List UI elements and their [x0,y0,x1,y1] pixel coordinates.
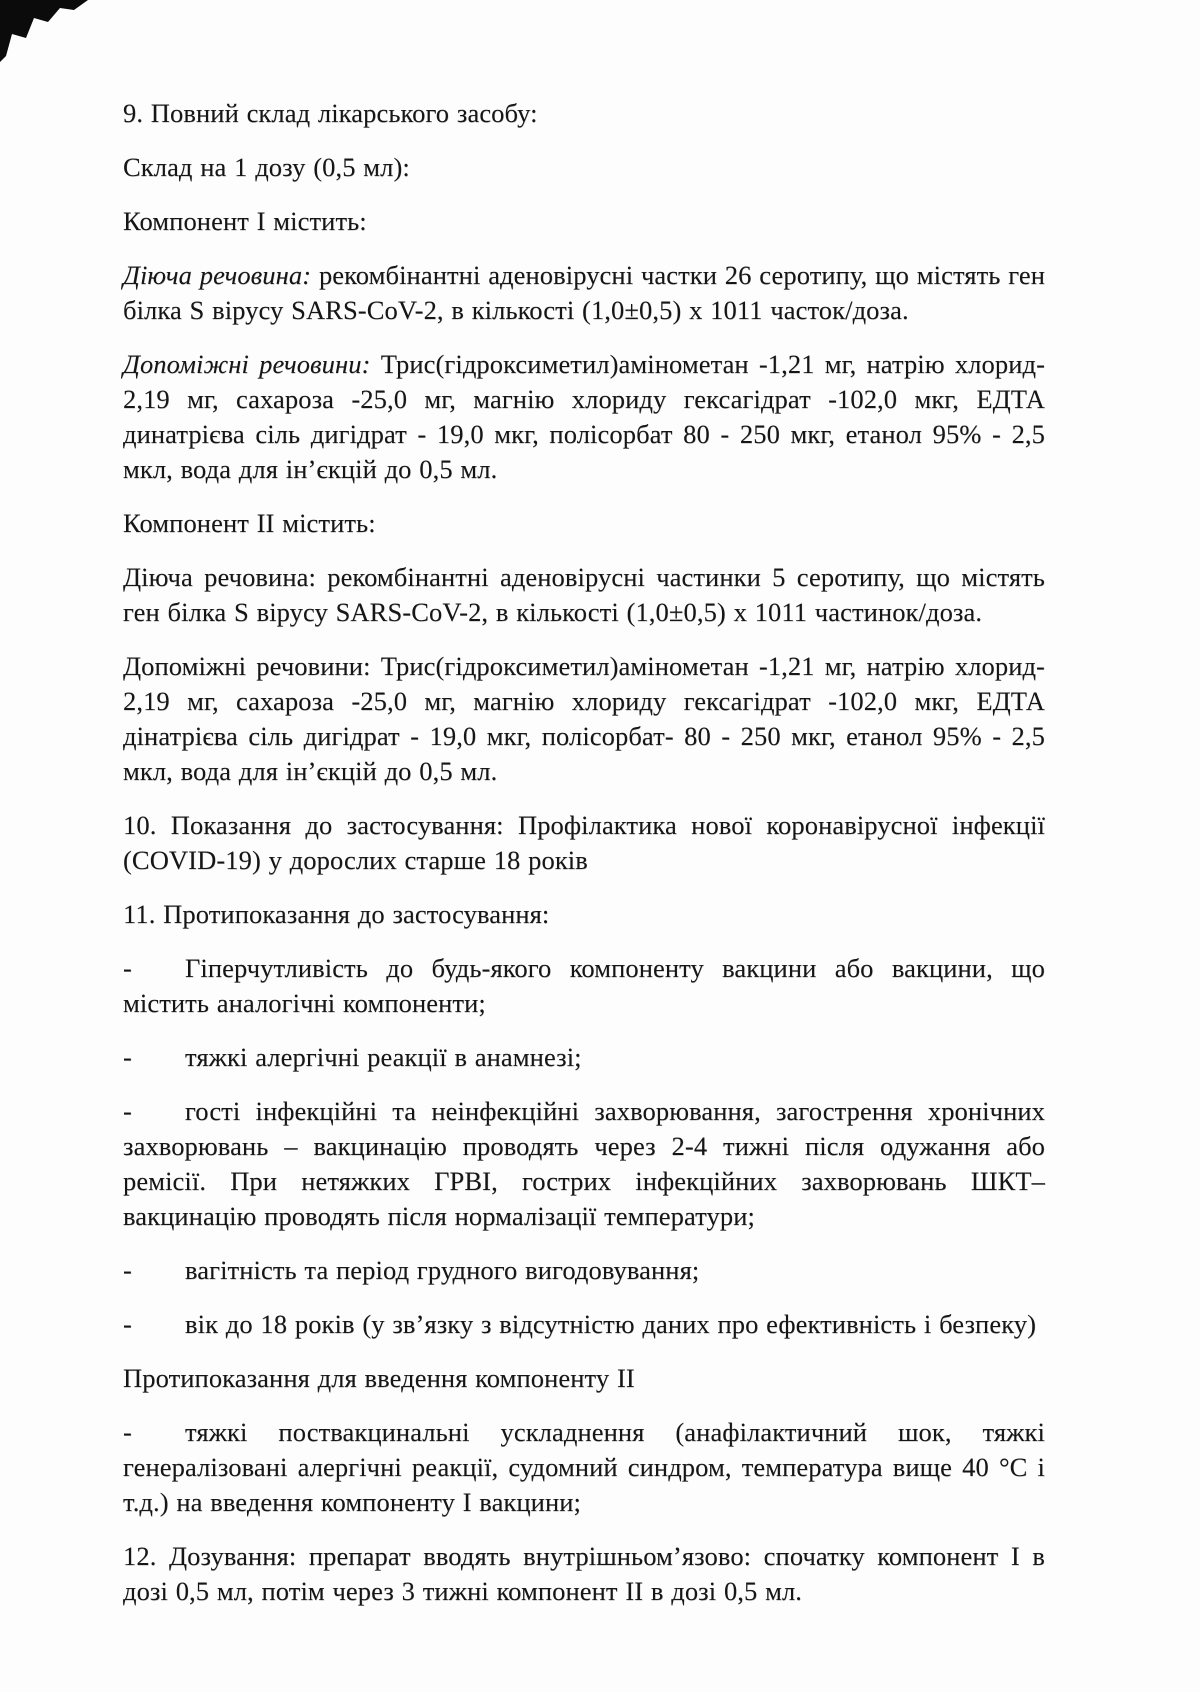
paragraph-lead: Допоміжні речовини: [123,349,371,379]
scan-corner-artifact [0,0,92,88]
bullet-item: - тяжкі алергічні реакції в анамнезі; [123,1040,1045,1075]
paragraph: Протипоказання для введення компоненту II [123,1363,635,1393]
paragraph: Компонент II містить: [123,508,376,538]
document-content [123,96,1045,1628]
paragraph: Діюча речовина: рекомбінантні аденовірусні частки 26 серотипу, що містять ген білка S вірусу SARS-CoV-2, в кількості (1,0±0,5) х 1011 часток/доза. [123,260,1046,325]
bullet-item: - Гіперчутливість до будь-якого компоненту вакцини або вакцини, що містить аналогічні компоненти; [123,953,1045,1018]
paragraph: Склад на 1 дозу (0,5 мл): [123,152,410,182]
bullet-dash: - [123,1042,132,1072]
bullet-dash: - [123,1309,132,1339]
section-heading: 11. Протипоказання до застосування: [123,899,550,929]
section-heading: 10. Показання до застосування: Профілактика нової коронавірусної інфекції (COVID-19) у дорослих старше 18 років [123,810,1045,875]
bullet-dash: - [123,953,132,983]
scan-corner-shape [0,0,88,62]
bullet-item: - вагітність та період грудного вигодовування; [123,1253,1045,1288]
bullet-dash: - [123,1255,132,1285]
section-heading: 9. Повний склад лікарського засобу: [123,98,538,128]
paragraph: Допоміжні речовини: Трис(гідроксиметил)амінометан -1,21 мг, натрію хлорид- 2,19 мг, сахароза -25,0 мг, магнію хлориду гексагідрат -102,0 мкг, ЕДТА дінатрієва сіль дигідрат - 19,0 мкг, полісорбат- 80 - 250 мкг, етанол 95% - 2,5 мкл, вода для ін’єкцій до 0,5 мл. [123,651,1045,786]
bullet-item: - вік до 18 років (у зв’язку з відсутністю даних про ефективність і безпеку) [123,1307,1045,1342]
bullet-item: - гості інфекційні та неінфекційні захворювання, загострення хронічних захворювань – вакцинацію проводять через 2-4 тижні після одужання або ремісії. При нетяжких ГРВІ, гострих інфекційних захворювань ШКТ– вакцинацію проводять після нормалізації температури; [123,1096,1045,1231]
section-heading: 12. Дозування: препарат вводять внутрішньом’язово: спочатку компонент I в дозі 0,5 мл, потім через 3 тижні компонент II в дозі 0,5 мл. [123,1541,1045,1606]
paragraph: Компонент I містить: [123,206,367,236]
bullet-dash: - [123,1096,132,1126]
paragraph: Допоміжні речовини: Трис(гідроксиметил)амінометан -1,21 мг, натрію хлорид- 2,19 мг, сахароза -25,0 мг, магнію хлориду гексагідрат -102,0 мкг, ЕДТА динатрієва сіль дигідрат - 19,0 мкг, полісорбат 80 - 250 мкг, етанол 95% - 2,5 мкл, вода для ін’єкцій до 0,5 мл. [123,349,1045,484]
bullet-item: - тяжкі поствакцинальні ускладнення (анафілактичний шок, тяжкі генералізовані алергічні реакції, судомний синдром, температура вище 40 °С і т.д.) на введення компоненту I вакцини; [123,1417,1045,1517]
paragraph-lead: Діюча речовина: [123,260,312,290]
bullet-dash: - [123,1417,132,1447]
paragraph: Діюча речовина: рекомбінантні аденовірусні частинки 5 серотипу, що містять ген білка S вірусу SARS-CoV-2, в кількості (1,0±0,5) х 1011 частинок/доза. [123,562,1045,627]
